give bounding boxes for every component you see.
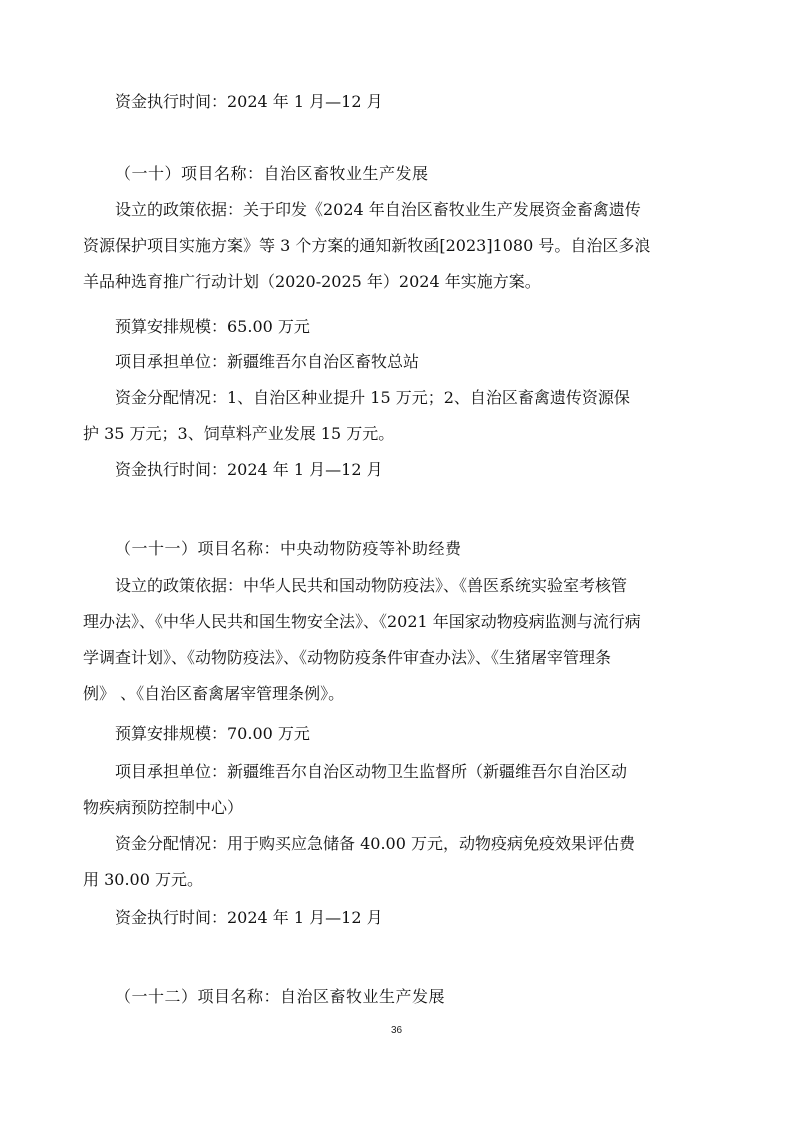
- section-10-basis-line-2: 资源保护项目实施方案》等 3 个方案的通知新牧函[2023]1080 号。自治区多浪: [83, 236, 651, 255]
- section-10-exec-time: 资金执行时间：2024 年 1 月—12 月: [115, 460, 383, 479]
- section-10-allocation-line-1: 资金分配情况：1、自治区种业提升 15 万元；2、自治区畜禽遗传资源保: [115, 388, 630, 407]
- section-11-basis-line-3: 学调查计划》、《动物防疫法》、《动物防疫条件审查办法》、《生猪屠宰管理条: [83, 648, 612, 667]
- page-number: 36: [390, 1025, 403, 1036]
- section-10-budget: 预算安排规模：65.00 万元: [115, 317, 310, 336]
- section-11-basis-line-1: 设立的政策依据：中华人民共和国动物防疫法》、《兽医系统实验室考核管: [115, 576, 628, 595]
- section-12-title: （一十二）项目名称：自治区畜牧业生产发展: [115, 987, 446, 1006]
- section-10-basis-line-1: 设立的政策依据：关于印发《2024 年自治区畜牧业生产发展资金畜禽遗传: [115, 200, 641, 219]
- section-10-allocation-line-2: 护 35 万元；3、饲草料产业发展 15 万元。: [83, 424, 395, 443]
- exec-time-line: 资金执行时间：2024 年 1 月—12 月: [115, 92, 383, 111]
- section-10-unit: 项目承担单位：新疆维吾尔自治区畜牧总站: [115, 352, 420, 371]
- section-11-exec-time: 资金执行时间：2024 年 1 月—12 月: [115, 908, 383, 927]
- section-11-allocation-line-1: 资金分配情况：用于购买应急储备 40.00 万元，动物疫病免疫效果评估费: [115, 834, 635, 853]
- section-11-allocation-line-2: 用 30.00 万元。: [83, 870, 203, 889]
- section-10-basis-line-3: 羊品种选育推广行动计划（2020-2025 年）2024 年实施方案。: [83, 272, 541, 291]
- section-10-title: （一十）项目名称：自治区畜牧业生产发展: [115, 164, 429, 183]
- section-11-unit-line-2: 物疾病预防控制中心）: [83, 798, 244, 817]
- section-11-title: （一十一）项目名称：中央动物防疫等补助经费: [115, 539, 462, 558]
- section-11-basis-line-2: 理办法》、《中华人民共和国生物安全法》、《2021 年国家动物疫病监测与流行病: [83, 612, 641, 631]
- section-11-unit-line-1: 项目承担单位：新疆维吾尔自治区动物卫生监督所（新疆维吾尔自治区动: [115, 762, 628, 781]
- section-11-basis-line-4: 例》 、《自治区畜禽屠宰管理条例》。: [83, 684, 345, 703]
- section-11-budget: 预算安排规模：70.00 万元: [115, 724, 310, 743]
